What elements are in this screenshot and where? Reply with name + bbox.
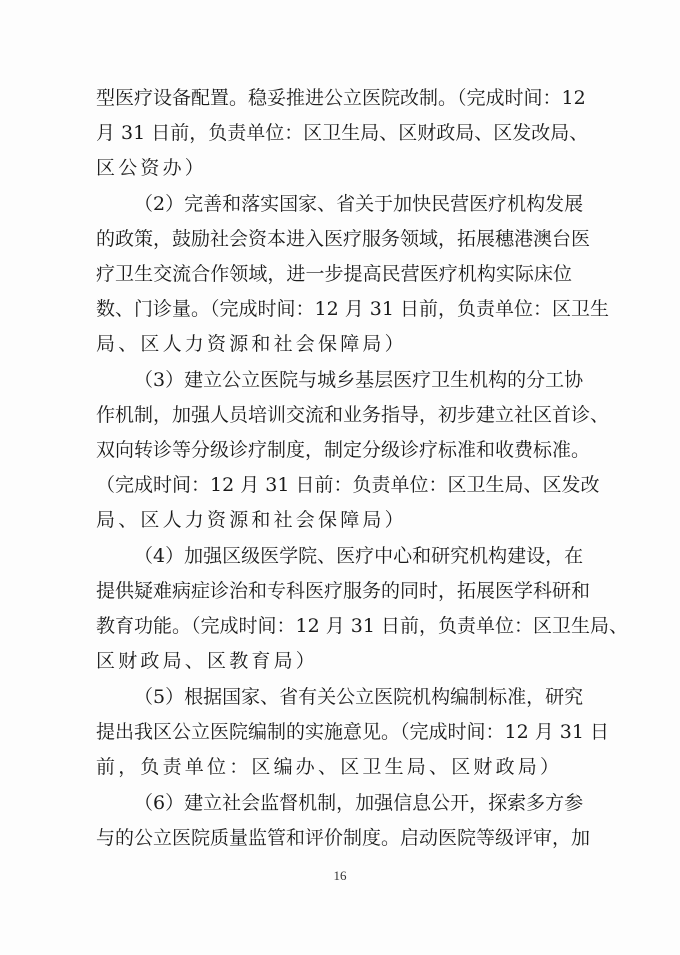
text-line: 的政策，鼓励社会资本进入医疗服务领域，拓展穗港澳台医	[96, 228, 591, 250]
text-line: 教育功能。（完成时间：12 月 31 日前，负责单位：区卫生局、	[96, 615, 628, 637]
text-line: （完成时间：12 月 31 日前：负责单位：区卫生局、区发改	[96, 474, 600, 496]
text-line: 数、门诊量。（完成时间：12 月 31 日前，负责单位：区卫生	[96, 298, 609, 320]
text-line: 局、区人力资源和社会保障局）	[96, 509, 407, 531]
page-number: 16	[333, 868, 347, 883]
text-line: 区财政局、区教育局）	[96, 650, 319, 672]
text-line: 双向转诊等分级诊疗制度，制定分级诊疗标准和收费标准。	[96, 439, 591, 461]
text-line: （5）根据国家、省有关公立医院机构编制标准，研究	[134, 686, 584, 708]
text-line: 局、区人力资源和社会保障局）	[96, 333, 407, 355]
text-line: 前，负责单位：区编办、区卫生局、区财政局）	[96, 756, 563, 778]
text-line: 月 31 日前，负责单位：区卫生局、区财政局、区发改局、	[96, 122, 589, 144]
text-line: 疗卫生交流合作领域，进一步提高民营医疗机构实际床位	[96, 263, 572, 285]
text-line: （3）建立公立医院与城乡基层医疗卫生机构的分工协	[134, 369, 584, 391]
text-line: （4）加强区级医学院、医疗中心和研究机构建设，在	[134, 545, 584, 567]
text-line: 作机制，加强人员培训交流和业务指导，初步建立社区首诊、	[96, 404, 610, 426]
text-line: 与的公立医院质量监管和评价制度。启动医院等级评审，加	[96, 827, 591, 849]
text-line: 区公资办）	[96, 157, 208, 179]
text-line: 提出我区公立医院编制的实施意见。（完成时间：12 月 31 日	[96, 721, 609, 743]
text-line: （6）建立社会监督机制，加强信息公开，探索多方参	[134, 792, 584, 814]
text-line: 型医疗设备配置。稳妥推进公立医院改制。（完成时间：12	[96, 87, 586, 109]
text-line: 提供疑难病症诊治和专科医疗服务的同时，拓展医学科研和	[96, 580, 591, 602]
text-line: （2）完善和落实国家、省关于加快民营医疗机构发展	[134, 193, 584, 215]
